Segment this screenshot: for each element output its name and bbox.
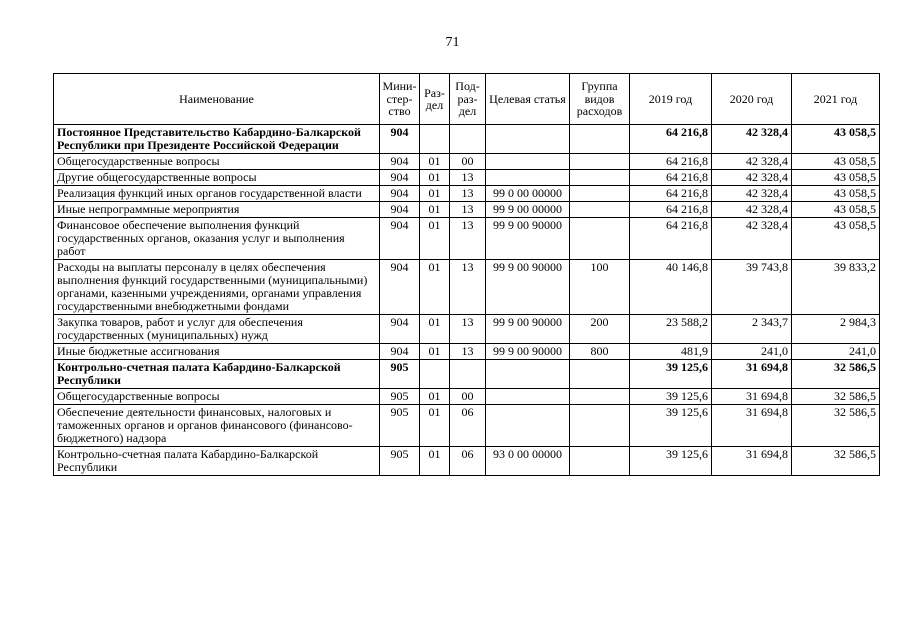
cell-subsection: 00 [450,389,486,405]
cell-2020: 2 343,7 [712,315,792,344]
cell-2019: 39 125,6 [630,360,712,389]
col-header-2021: 2021 год [792,74,880,125]
cell-target: 99 0 00 00000 [486,186,570,202]
table-row [54,186,880,202]
cell-subsection: 13 [450,170,486,186]
table-row [54,202,880,218]
cell-ministry: 904 [380,315,420,344]
cell-name: Постоянное Представительство Кабардино-Балкарской Республики при Президенте Российской Федерации [54,125,380,154]
cell-ministry: 904 [380,154,420,170]
cell-section: 01 [420,218,450,260]
cell-2019: 64 216,8 [630,125,712,154]
cell-ministry: 904 [380,170,420,186]
cell-name: Иные бюджетные ассигнования [54,344,380,360]
cell-expense-group [570,389,630,405]
cell-ministry: 904 [380,186,420,202]
col-header-section: Раз-дел [420,74,450,125]
cell-2020: 241,0 [712,344,792,360]
cell-2019: 64 216,8 [630,154,712,170]
table-row [54,360,880,389]
cell-target: 93 0 00 00000 [486,447,570,476]
cell-2021: 43 058,5 [792,186,880,202]
cell-ministry: 904 [380,125,420,154]
cell-2021: 39 833,2 [792,260,880,315]
col-header-ministry: Мини-стер-ство [380,74,420,125]
col-header-2020: 2020 год [712,74,792,125]
cell-expense-group [570,360,630,389]
cell-2020: 31 694,8 [712,447,792,476]
cell-2020: 42 328,4 [712,125,792,154]
cell-2021: 43 058,5 [792,218,880,260]
cell-subsection: 13 [450,344,486,360]
cell-expense-group: 200 [570,315,630,344]
cell-2020: 42 328,4 [712,186,792,202]
cell-2019: 64 216,8 [630,186,712,202]
cell-section: 01 [420,186,450,202]
cell-2021: 241,0 [792,344,880,360]
cell-2020: 42 328,4 [712,218,792,260]
cell-2020: 39 743,8 [712,260,792,315]
cell-expense-group [570,170,630,186]
cell-target: 99 9 00 90000 [486,344,570,360]
table-row [54,405,880,447]
cell-2019: 64 216,8 [630,218,712,260]
cell-target [486,170,570,186]
cell-expense-group [570,202,630,218]
cell-expense-group [570,186,630,202]
cell-subsection: 13 [450,260,486,315]
cell-2021: 2 984,3 [792,315,880,344]
cell-2020: 42 328,4 [712,154,792,170]
cell-subsection: 00 [450,154,486,170]
cell-ministry: 905 [380,447,420,476]
cell-target [486,389,570,405]
cell-ministry: 904 [380,218,420,260]
cell-target: 99 9 00 00000 [486,202,570,218]
cell-2020: 31 694,8 [712,405,792,447]
cell-2021: 32 586,5 [792,360,880,389]
cell-target: 99 9 00 90000 [486,218,570,260]
col-header-subsection: Под-раз-дел [450,74,486,125]
cell-target [486,154,570,170]
cell-2021: 43 058,5 [792,154,880,170]
cell-expense-group [570,125,630,154]
cell-target [486,360,570,389]
cell-section: 01 [420,315,450,344]
cell-name: Иные непрограммные мероприятия [54,202,380,218]
cell-name: Другие общегосударственные вопросы [54,170,380,186]
cell-name: Расходы на выплаты персоналу в целях обеспечения выполнения функций государственными (муниципальными) органами, казенными учреждениями, органами управления государственными внебюджетными фондами [54,260,380,315]
table-row [54,344,880,360]
cell-section: 01 [420,260,450,315]
budget-table [53,73,880,476]
table-row [54,315,880,344]
cell-expense-group [570,154,630,170]
cell-section: 01 [420,202,450,218]
cell-2019: 40 146,8 [630,260,712,315]
cell-section: 01 [420,447,450,476]
table-row [54,154,880,170]
cell-subsection [450,125,486,154]
cell-name: Контрольно-счетная палата Кабардино-Балкарской Республики [54,447,380,476]
cell-subsection: 13 [450,218,486,260]
cell-subsection: 13 [450,202,486,218]
table-header [54,74,880,125]
cell-section: 01 [420,405,450,447]
cell-2021: 32 586,5 [792,389,880,405]
cell-2019: 64 216,8 [630,170,712,186]
table-row [54,218,880,260]
cell-expense-group: 100 [570,260,630,315]
cell-name: Реализация функций иных органов государственной власти [54,186,380,202]
cell-expense-group [570,218,630,260]
cell-ministry: 904 [380,344,420,360]
cell-ministry: 904 [380,260,420,315]
cell-2019: 39 125,6 [630,389,712,405]
col-header-2019: 2019 год [630,74,712,125]
cell-target: 99 9 00 90000 [486,315,570,344]
cell-name: Общегосударственные вопросы [54,154,380,170]
cell-section: 01 [420,389,450,405]
col-header-expense-group: Группа видов расходов [570,74,630,125]
cell-2020: 42 328,4 [712,170,792,186]
cell-subsection: 13 [450,315,486,344]
cell-target: 99 9 00 90000 [486,260,570,315]
cell-expense-group [570,447,630,476]
cell-name: Обеспечение деятельности финансовых, налоговых и таможенных органов и органов финансового (финансово-бюджетного) надзора [54,405,380,447]
cell-2020: 42 328,4 [712,202,792,218]
cell-2021: 43 058,5 [792,202,880,218]
cell-2021: 32 586,5 [792,405,880,447]
cell-2019: 39 125,6 [630,447,712,476]
table-row [54,260,880,315]
cell-section: 01 [420,154,450,170]
col-header-target: Целевая статья [486,74,570,125]
cell-section: 01 [420,170,450,186]
cell-ministry: 905 [380,389,420,405]
cell-target [486,405,570,447]
cell-ministry: 905 [380,360,420,389]
cell-ministry: 905 [380,405,420,447]
cell-expense-group [570,405,630,447]
cell-subsection: 06 [450,447,486,476]
table-row [54,389,880,405]
table-row [54,170,880,186]
cell-section [420,360,450,389]
cell-2019: 23 588,2 [630,315,712,344]
cell-subsection [450,360,486,389]
cell-expense-group: 800 [570,344,630,360]
cell-target [486,125,570,154]
cell-subsection: 06 [450,405,486,447]
cell-section: 01 [420,344,450,360]
page-number: 71 [445,35,460,50]
cell-name: Финансовое обеспечение выполнения функций государственных органов, оказания услуг и выполнения работ [54,218,380,260]
cell-subsection: 13 [450,186,486,202]
cell-2021: 43 058,5 [792,170,880,186]
cell-name: Общегосударственные вопросы [54,389,380,405]
cell-2019: 39 125,6 [630,405,712,447]
table-row [54,447,880,476]
table-row [54,125,880,154]
col-header-name: Наименование [54,74,380,125]
cell-2019: 481,9 [630,344,712,360]
cell-2021: 43 058,5 [792,125,880,154]
cell-2020: 31 694,8 [712,389,792,405]
cell-2019: 64 216,8 [630,202,712,218]
cell-section [420,125,450,154]
cell-name: Контрольно-счетная палата Кабардино-Балкарской Республики [54,360,380,389]
cell-2020: 31 694,8 [712,360,792,389]
cell-name: Закупка товаров, работ и услуг для обеспечения государственных (муниципальных) нужд [54,315,380,344]
cell-2021: 32 586,5 [792,447,880,476]
table-body [54,125,880,476]
cell-ministry: 904 [380,202,420,218]
